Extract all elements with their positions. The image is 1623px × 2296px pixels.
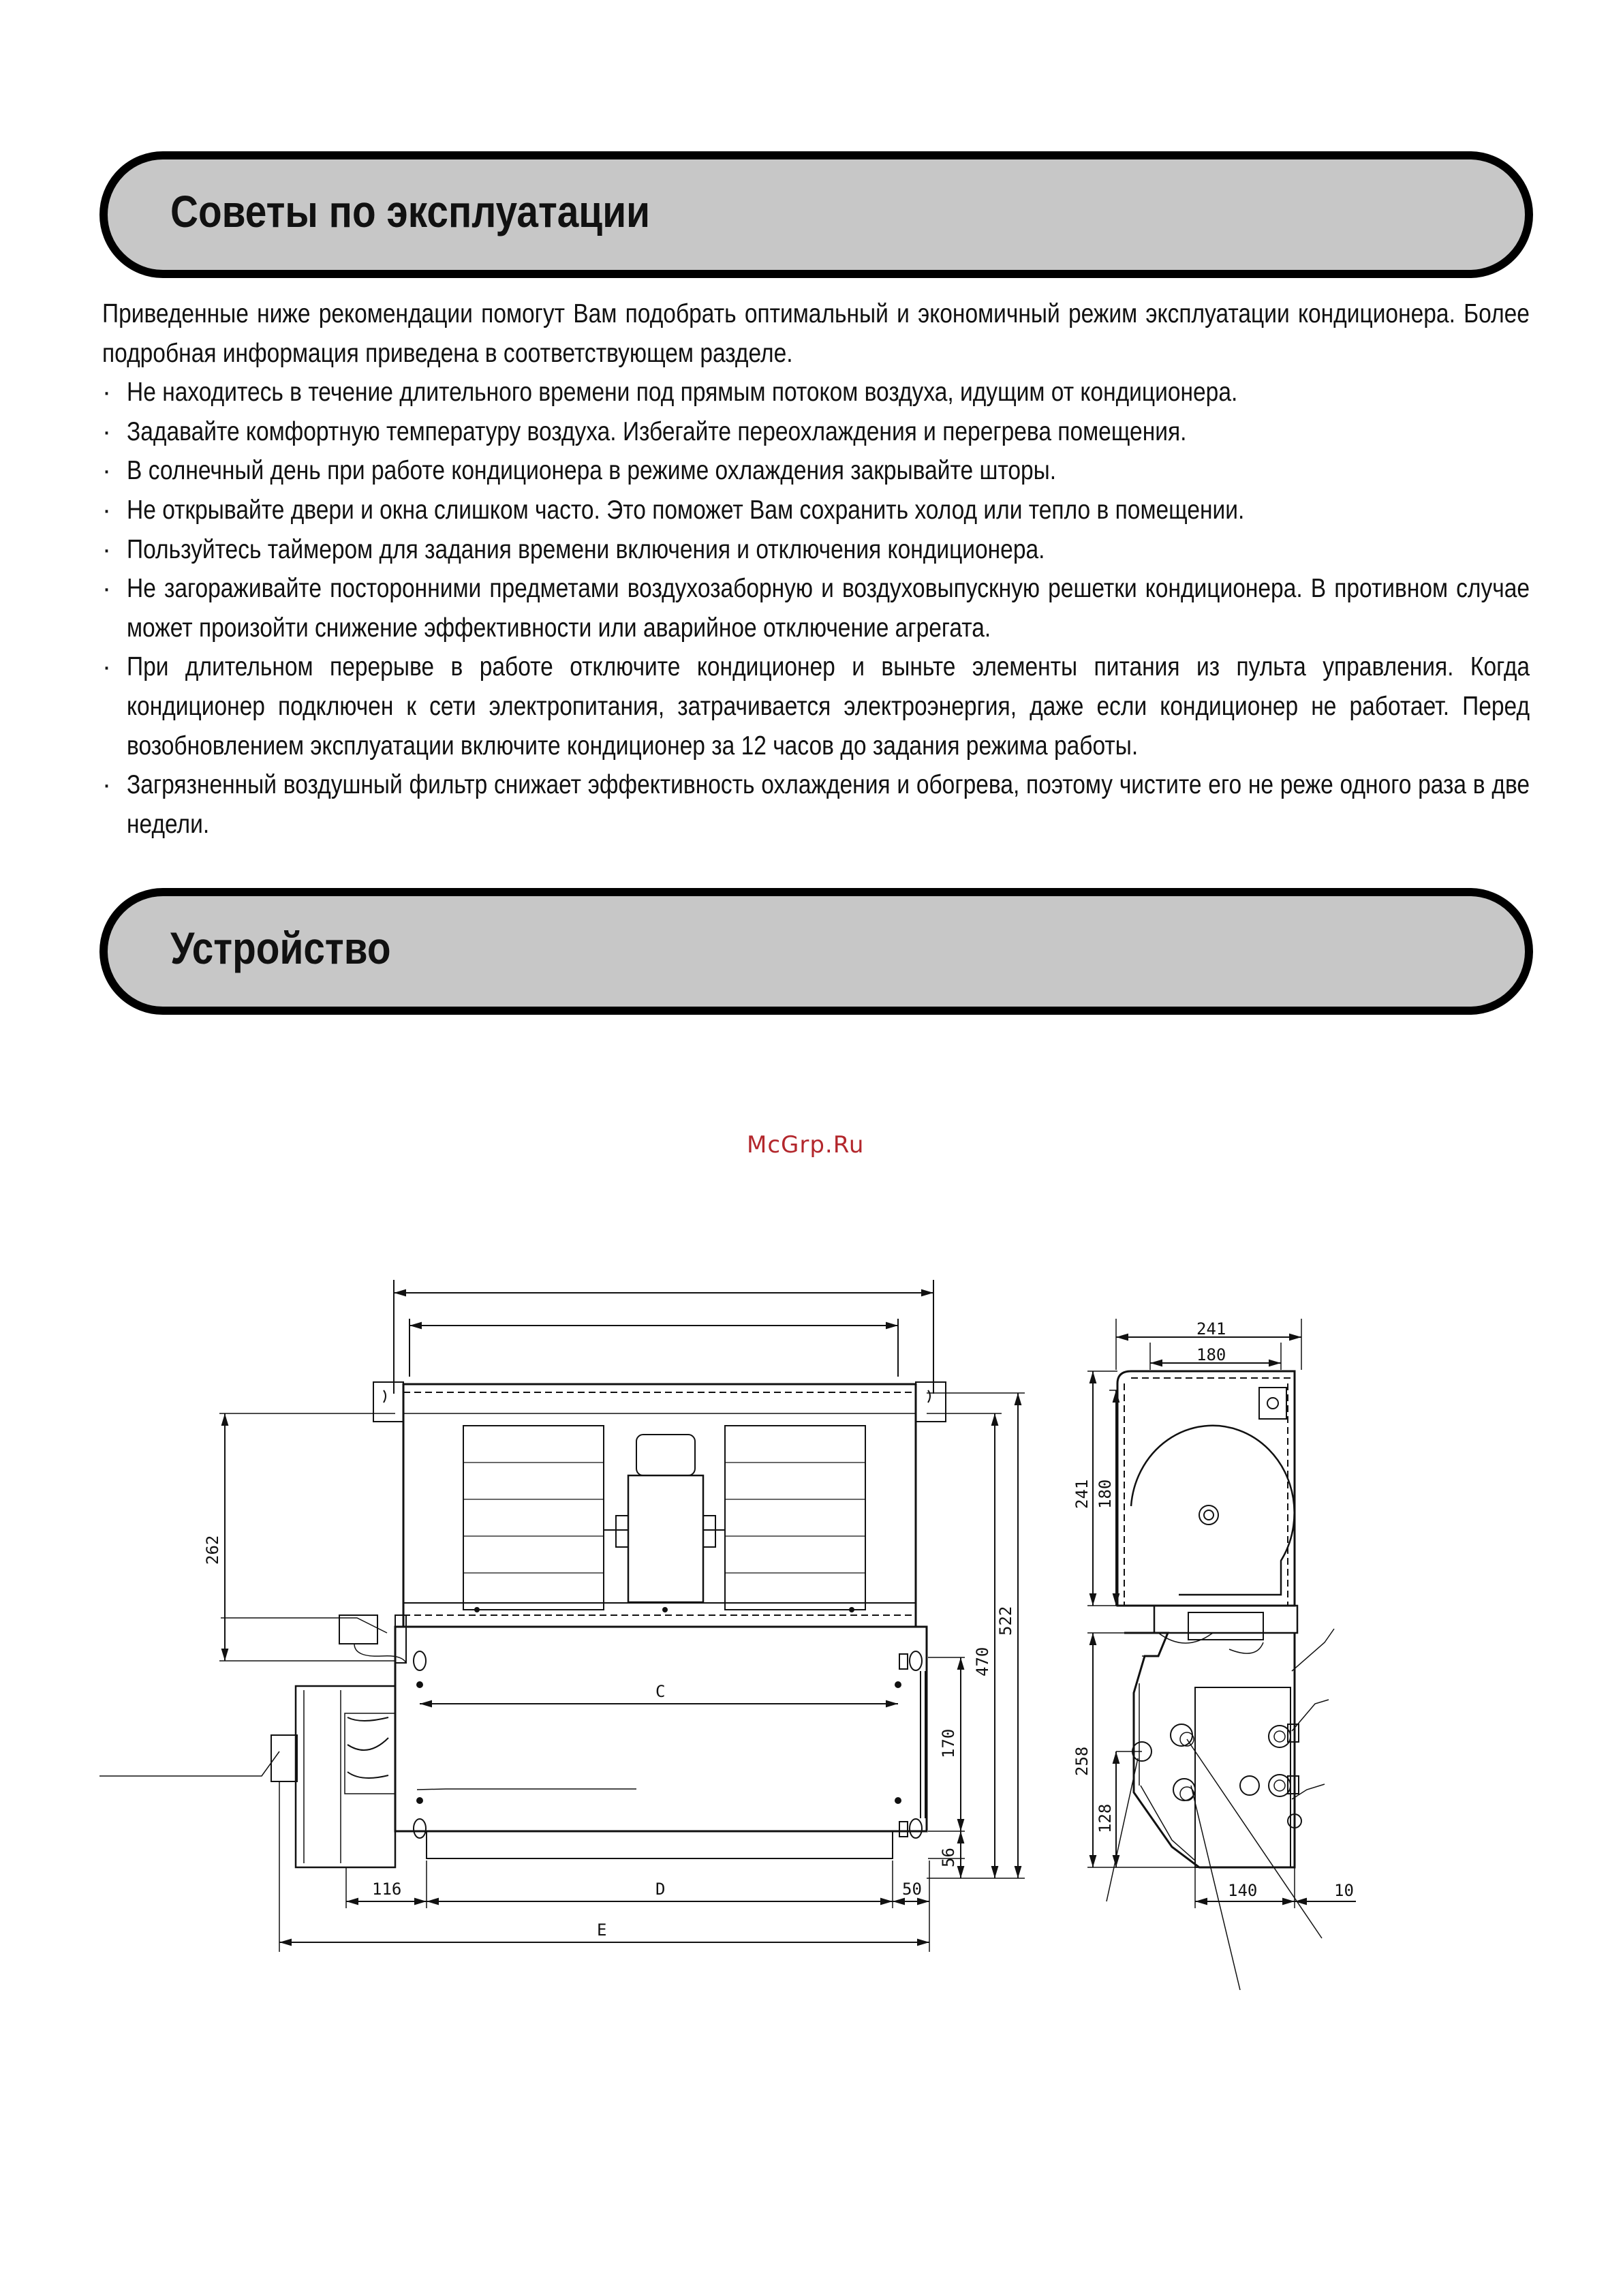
tips-intro: Приведенные ниже рекомендации помогут Вам подобрать оптимальный и экономичный режим эксплуатации кондиционера. Более подробная информация приведена в соответствующем разделе.	[102, 299, 1530, 368]
dim-c: C	[655, 1682, 666, 1701]
section-title-tips: Советы по эксплуатации	[170, 186, 650, 236]
tip-item: · Загрязненный воздушный фильтр снижает эффективность охлаждения и обогрева, поэтому чистите его не реже одного раза в две недели.	[102, 765, 1533, 844]
dim-116: 116	[372, 1880, 402, 1899]
dim-262: 262	[203, 1535, 222, 1565]
dim-180-top: 180	[1196, 1345, 1226, 1364]
dim-241-side: 241	[1072, 1479, 1092, 1509]
dim-e: E	[597, 1920, 607, 1940]
bullet-icon: ·	[102, 770, 111, 800]
tip-item: · Не открывайте двери и окна слишком часто. Это поможет Вам сохранить холод или тепло в помещении.	[102, 491, 1533, 530]
front-view-dimensions	[203, 1535, 1015, 1940]
bullet-icon: ·	[102, 495, 111, 525]
dim-50: 50	[902, 1880, 922, 1899]
side-view-dimensions	[1072, 1319, 1354, 1900]
dim-241-top: 241	[1196, 1319, 1226, 1338]
dim-140: 140	[1228, 1881, 1258, 1900]
section-title-device: Устройство	[170, 923, 391, 973]
dim-10: 10	[1334, 1881, 1354, 1900]
bullet-icon: ·	[102, 652, 111, 682]
tip-item: · Не загораживайте посторонними предметами воздухозаборную и воздуховыпускную решетки кондиционера. В противном случае может произойти снижение эффективности или аварийное отключение агрегата.	[102, 569, 1533, 647]
front-view-drawing	[99, 1280, 1025, 1952]
tip-item: · При длительном перерыве в работе отключите кондиционер и выньте элементы питания из пульта управления. Когда кондиционер подключен к сети электропитания, затрачивается электроэнергия, даже если кондиционер не работает. Перед возобновлением эксплуатации включите кондиционер за 12 часов до задания режима работы.	[102, 647, 1533, 765]
dim-180-side: 180	[1096, 1479, 1115, 1509]
bullet-icon: ·	[102, 574, 111, 604]
side-view-drawing	[1087, 1319, 1356, 1990]
dim-258: 258	[1072, 1746, 1092, 1776]
dim-128: 128	[1096, 1803, 1115, 1833]
bullet-icon: ·	[102, 456, 111, 486]
dim-522: 522	[996, 1606, 1015, 1636]
dim-470: 470	[973, 1647, 992, 1677]
tip-item: · Не находитесь в течение длительного времени под прямым потоком воздуха, идущим от кондиционера.	[102, 373, 1533, 412]
dim-56: 56	[939, 1848, 958, 1867]
watermark: McGrp.Ru	[747, 1131, 865, 1159]
bullet-icon: ·	[102, 378, 111, 408]
bullet-icon: ·	[102, 534, 111, 564]
dim-170: 170	[939, 1728, 958, 1758]
tip-item: · В солнечный день при работе кондиционера в режиме охлаждения закрывайте шторы.	[102, 451, 1533, 491]
tip-item: · Задавайте комфортную температуру воздуха. Избегайте переохлаждения и перегрева помещения.	[102, 412, 1533, 452]
tip-item: · Пользуйтесь таймером для задания времени включения и отключения кондиционера.	[102, 530, 1533, 570]
dim-d: D	[655, 1880, 666, 1899]
bullet-icon: ·	[102, 416, 111, 446]
